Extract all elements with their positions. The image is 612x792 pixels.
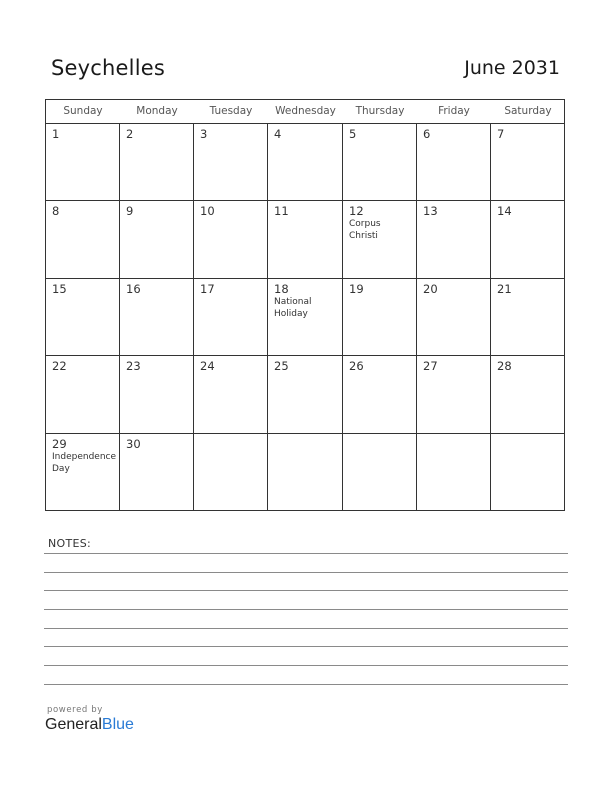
day-number: 21: [497, 282, 512, 296]
day-cell: [46, 356, 120, 434]
note-line: [44, 646, 568, 647]
day-number: 26: [349, 359, 364, 373]
weekday-tuesday: Tuesday: [209, 105, 253, 117]
day-cell: [343, 124, 417, 201]
day-number: 29: [52, 437, 67, 451]
day-number: 2: [126, 127, 134, 141]
day-cell: [268, 434, 343, 511]
day-cell: [268, 124, 343, 201]
day-cell: [343, 201, 417, 279]
month-title: June 2031: [464, 57, 560, 79]
holiday-label: Corpus Christi: [349, 219, 381, 241]
note-line: [44, 609, 568, 610]
day-cell: [417, 201, 491, 279]
day-cell: [194, 279, 268, 356]
note-line: [44, 572, 568, 573]
day-number: 9: [126, 204, 134, 218]
day-number: 6: [423, 127, 431, 141]
day-cell: [46, 279, 120, 356]
day-cell: [417, 356, 491, 434]
day-number: 28: [497, 359, 512, 373]
weekday-header-row: [46, 100, 564, 124]
day-number: 25: [274, 359, 289, 373]
day-cell: [46, 124, 120, 201]
day-number: 27: [423, 359, 438, 373]
day-cell: [194, 434, 268, 511]
day-cell: [491, 279, 565, 356]
weekday-monday: Monday: [136, 105, 178, 117]
day-cell: [194, 201, 268, 279]
day-cell: [343, 279, 417, 356]
day-cell: [120, 356, 194, 434]
note-line: [44, 628, 568, 629]
day-cell: [417, 434, 491, 511]
day-cell: [120, 124, 194, 201]
calendar-grid: [45, 99, 565, 511]
weekday-sunday: Sunday: [63, 105, 103, 117]
weekday-friday: Friday: [438, 105, 470, 117]
weekday-wednesday: Wednesday: [275, 105, 336, 117]
day-number: 23: [126, 359, 141, 373]
day-cell: [343, 434, 417, 511]
day-cell: [343, 356, 417, 434]
day-cell: [491, 356, 565, 434]
generalblue-logo: [45, 716, 134, 734]
day-cell: [46, 434, 120, 511]
day-number: 14: [497, 204, 512, 218]
powered-by-text: powered by: [47, 705, 103, 715]
day-cell: [268, 356, 343, 434]
day-number: 13: [423, 204, 438, 218]
day-number: 16: [126, 282, 141, 296]
country-title: Seychelles: [51, 56, 165, 80]
day-cell: [491, 124, 565, 201]
day-cell: [194, 356, 268, 434]
day-number: 1: [52, 127, 60, 141]
day-number: 22: [52, 359, 67, 373]
day-cell: [268, 201, 343, 279]
day-number: 19: [349, 282, 364, 296]
day-number: 15: [52, 282, 67, 296]
day-cell: [120, 279, 194, 356]
day-number: 4: [274, 127, 282, 141]
day-number: 8: [52, 204, 60, 218]
day-number: 24: [200, 359, 215, 373]
day-cell: [46, 201, 120, 279]
day-number: 17: [200, 282, 215, 296]
weekday-saturday: Saturday: [504, 105, 552, 117]
day-cell: [120, 434, 194, 511]
brand-part-blue: Blue: [101, 716, 134, 733]
weekday-thursday: Thursday: [355, 105, 405, 117]
day-number: 18: [274, 282, 289, 296]
day-number: 11: [274, 204, 289, 218]
day-number: 7: [497, 127, 505, 141]
day-cell: [194, 124, 268, 201]
day-cell: [268, 279, 343, 356]
holiday-label: National Holiday: [274, 297, 312, 319]
notes-label: NOTES:: [48, 537, 92, 550]
day-number: 5: [349, 127, 357, 141]
brand-part-general: General: [45, 716, 102, 733]
day-number: 12: [349, 204, 364, 218]
day-number: 3: [200, 127, 208, 141]
note-line: [44, 665, 568, 666]
holiday-label: Independence Day: [52, 452, 117, 474]
day-number: 10: [200, 204, 215, 218]
day-cell: [491, 434, 565, 511]
day-cell: [491, 201, 565, 279]
note-line: [44, 590, 568, 591]
note-line: [44, 553, 568, 554]
brand-footer: [45, 705, 134, 734]
day-cell: [120, 201, 194, 279]
day-number: 30: [126, 437, 141, 451]
day-cell: [417, 279, 491, 356]
day-number: 20: [423, 282, 438, 296]
note-line: [44, 684, 568, 685]
day-cell: [417, 124, 491, 201]
